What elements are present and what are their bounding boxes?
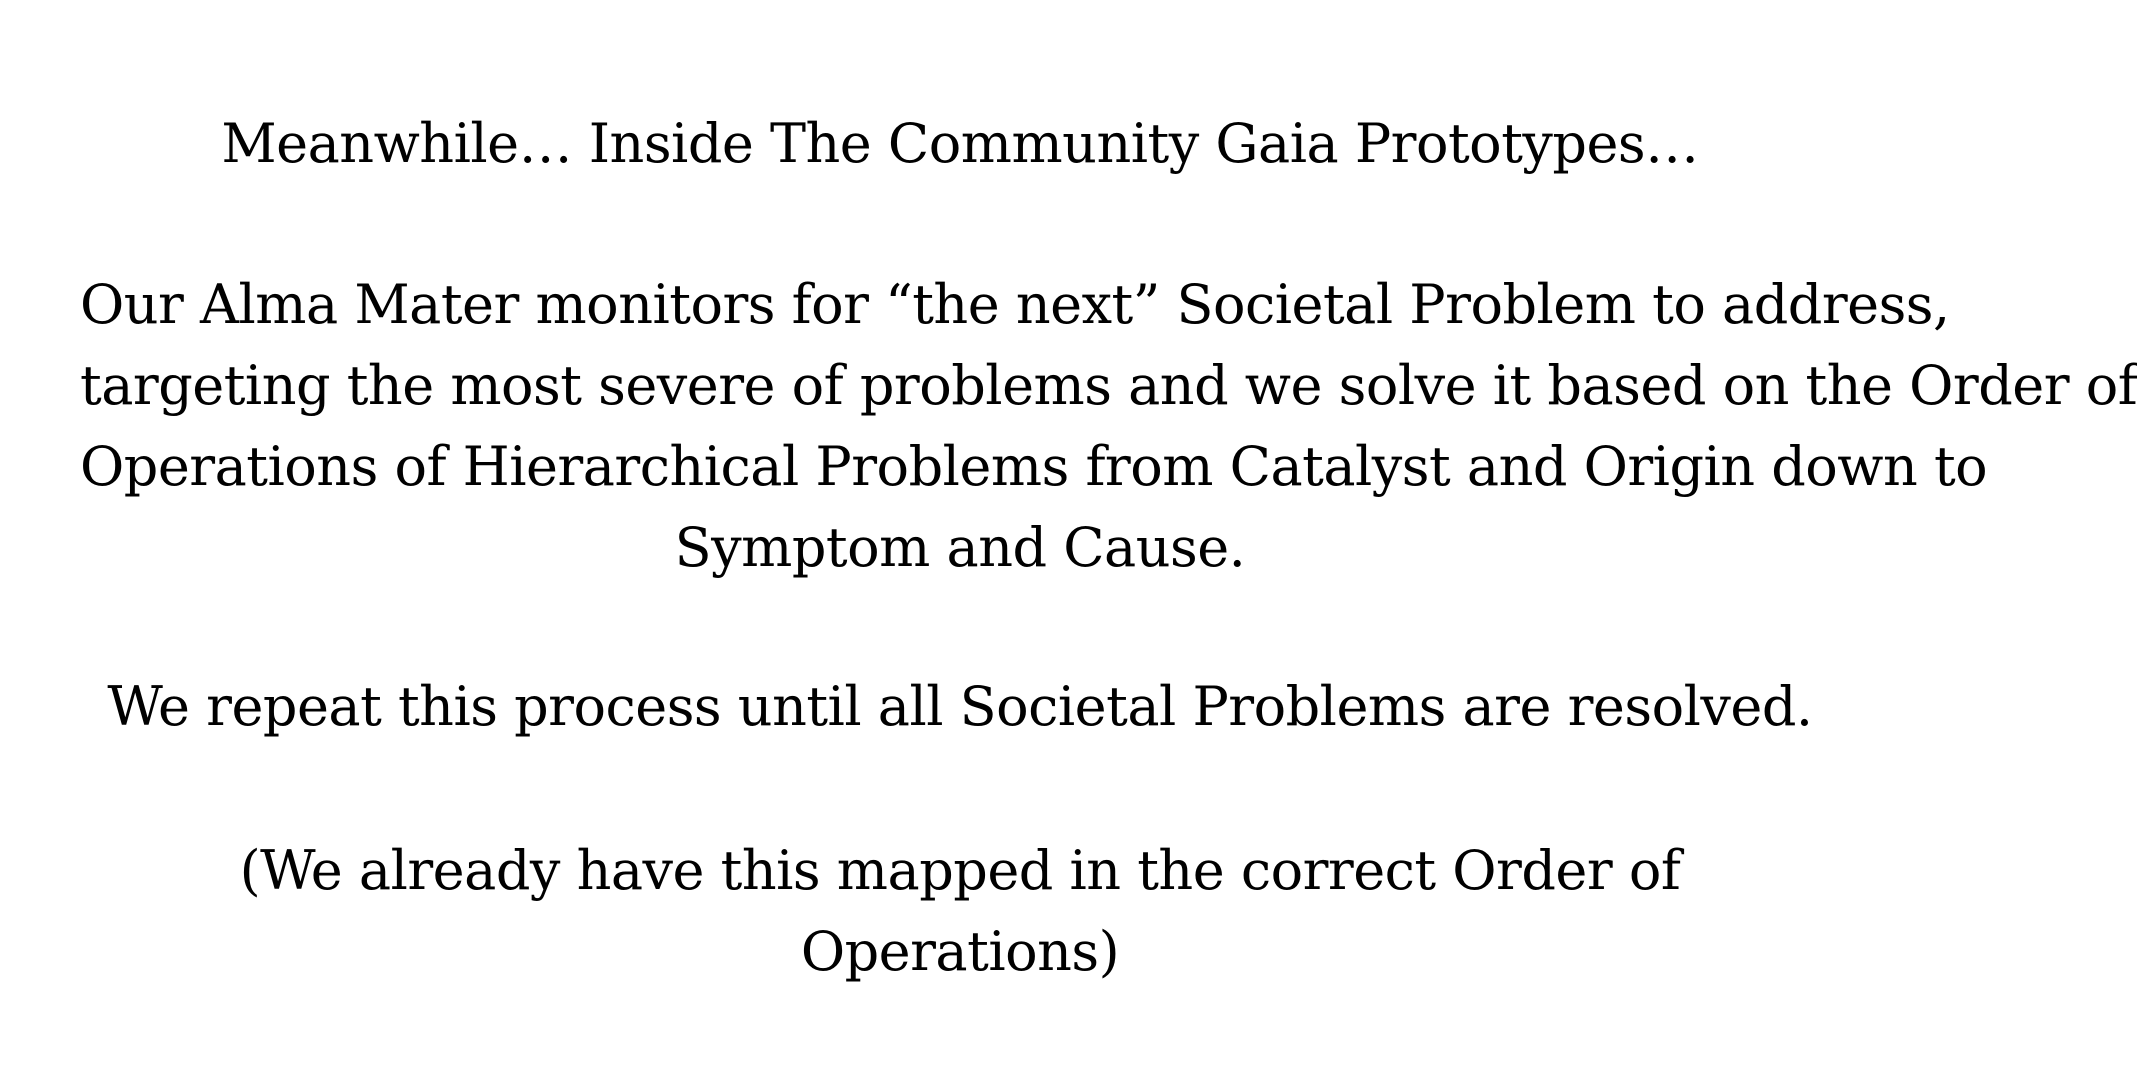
paragraph-line: targeting the most severe of problems and we solve it based on the Order of	[80, 354, 2137, 417]
paragraph-line: Our Alma Mater monitors for “the next” Societal Problem to address,	[80, 273, 1950, 336]
paragraph-order-of-operations-note: (We already have this mapped in the correct Order of Operations)	[239, 839, 1681, 983]
paragraph-line: Symptom and Cause.	[674, 516, 1246, 579]
paragraph-line: Operations of Hierarchical Problems from Catalyst and Origin down to	[80, 435, 1988, 498]
paragraph-alma-mater	[80, 264, 2137, 588]
paragraph-repeat-process: We repeat this process until all Societal Problems are resolved.	[107, 675, 1813, 738]
slide-title: Meanwhile… Inside The Community Gaia Prototypes…	[221, 112, 1699, 175]
